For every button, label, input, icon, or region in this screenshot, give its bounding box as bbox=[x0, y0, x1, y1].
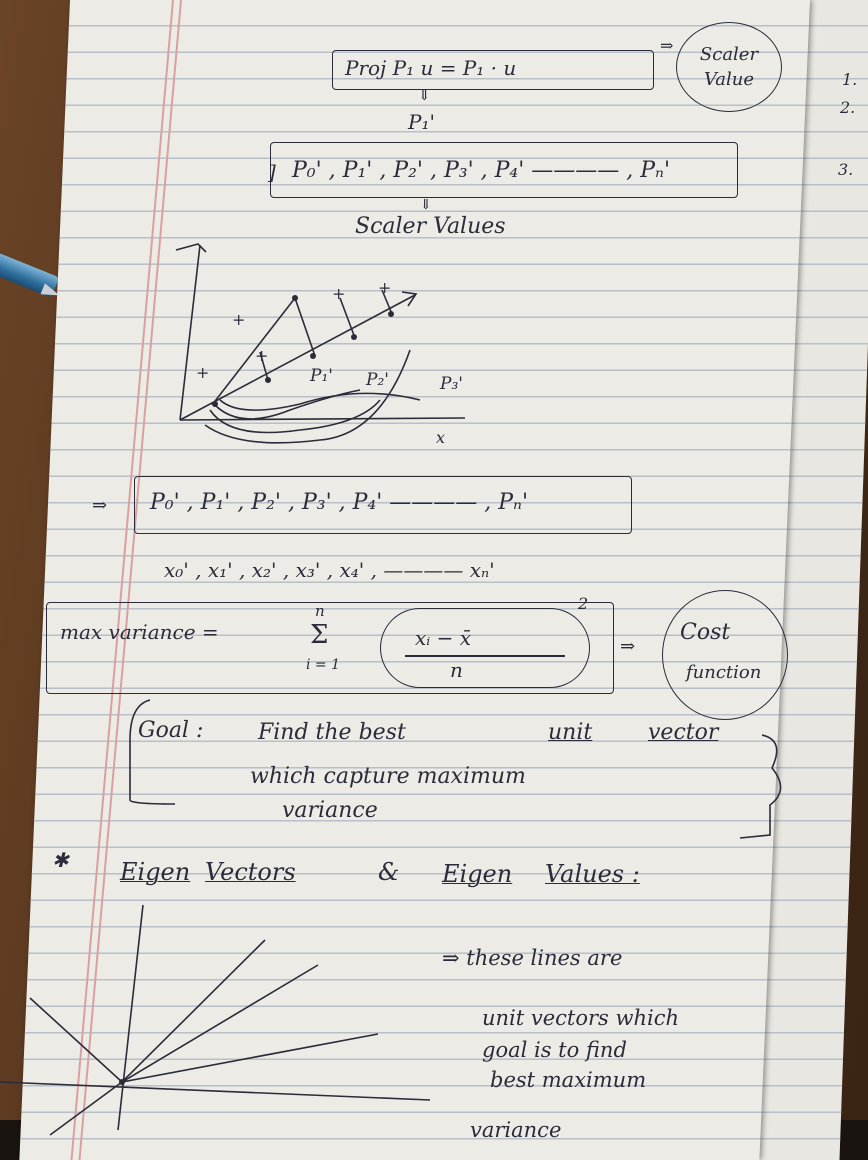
eigen-word-2: Eigen bbox=[442, 860, 513, 888]
eigen-text-line5: variance bbox=[470, 1118, 562, 1142]
plus-mark: + bbox=[196, 363, 210, 382]
bracket-glyph: ] bbox=[268, 160, 276, 184]
denominator: n bbox=[450, 658, 463, 682]
side-item-2: 2. bbox=[840, 98, 856, 117]
goal-line3: variance bbox=[282, 798, 378, 823]
eigen-text-line4: best maximum bbox=[490, 1068, 647, 1092]
projected-list-items: P₀' , P₁' , P₂' , P₃' , P₄' ———— , Pₙ' bbox=[150, 490, 529, 515]
values-word: Values : bbox=[545, 860, 640, 888]
sum-sign: Σ bbox=[310, 620, 329, 650]
implies-arrow: ⇒ bbox=[620, 636, 636, 657]
scaled-values-label: Scaler Values bbox=[355, 214, 506, 239]
projection-result: P₁' bbox=[408, 110, 435, 134]
eigen-word-1: Eigen bbox=[120, 858, 191, 886]
eigen-origin bbox=[119, 1079, 125, 1085]
eigen-text-line1: ⇒ these lines are bbox=[442, 946, 623, 970]
ampersand: & bbox=[378, 858, 400, 886]
eigen-x-axis bbox=[0, 1082, 430, 1100]
goal-line1: Find the best bbox=[258, 720, 406, 745]
arrow-glyph: ⇒ bbox=[660, 36, 674, 55]
bullet-star: ✱ bbox=[52, 848, 69, 872]
eigen-line bbox=[122, 1034, 378, 1082]
vectors-word: Vectors bbox=[205, 858, 296, 886]
scaler-value-note: Scaler Value bbox=[699, 44, 759, 91]
down-arrow: ⇓ bbox=[418, 86, 431, 104]
plus-mark: + bbox=[255, 346, 269, 365]
plus-mark: + bbox=[332, 284, 346, 303]
variance-label: max variance = bbox=[60, 620, 219, 644]
point-label-p3: P₃' bbox=[440, 374, 463, 394]
scaled-list-items: P₀' , P₁' , P₂' , P₃' , P₄' ———— , Pₙ' bbox=[292, 158, 671, 183]
eigen-line bbox=[50, 1082, 122, 1135]
cost-label: Cost bbox=[680, 620, 731, 645]
down-arrow: ⇓ bbox=[420, 197, 432, 213]
eigen-line bbox=[30, 998, 122, 1082]
eigen-y-axis bbox=[118, 905, 143, 1130]
side-item-3: 3. bbox=[838, 160, 854, 179]
goal-line2: which capture maximum bbox=[250, 764, 526, 789]
eigen-text-line3: goal is to find bbox=[482, 1038, 627, 1062]
eigen-line bbox=[122, 940, 265, 1082]
numerator: xᵢ − x̄ bbox=[415, 626, 472, 650]
sum-lower-limit: i = 1 bbox=[306, 657, 341, 673]
x-axis-label: x bbox=[436, 428, 446, 447]
goal-unit: unit bbox=[548, 720, 593, 745]
side-item-1: 1. bbox=[842, 70, 858, 89]
function-label: function bbox=[686, 662, 762, 683]
eigen-line bbox=[122, 965, 318, 1082]
projection-formula: Proj P₁ u = P₁ · u bbox=[345, 56, 517, 80]
plus-mark: + bbox=[378, 278, 392, 297]
point-label-p2: P₂' bbox=[366, 370, 389, 390]
goal-vector: vector bbox=[648, 720, 719, 745]
goal-prefix: Goal : bbox=[138, 718, 204, 743]
power-exponent: 2 bbox=[578, 594, 589, 613]
x-values-list: x₀' , x₁' , x₂' , x₃' , x₄' , ———— xₙ' bbox=[164, 558, 495, 582]
sum-upper-limit: n bbox=[315, 602, 325, 620]
eigen-text-line2: unit vectors which bbox=[482, 1006, 680, 1030]
point-label-p1: P₁' bbox=[310, 366, 333, 386]
plus-mark: + bbox=[232, 310, 246, 329]
implies-arrow: ⇒ bbox=[92, 495, 108, 516]
